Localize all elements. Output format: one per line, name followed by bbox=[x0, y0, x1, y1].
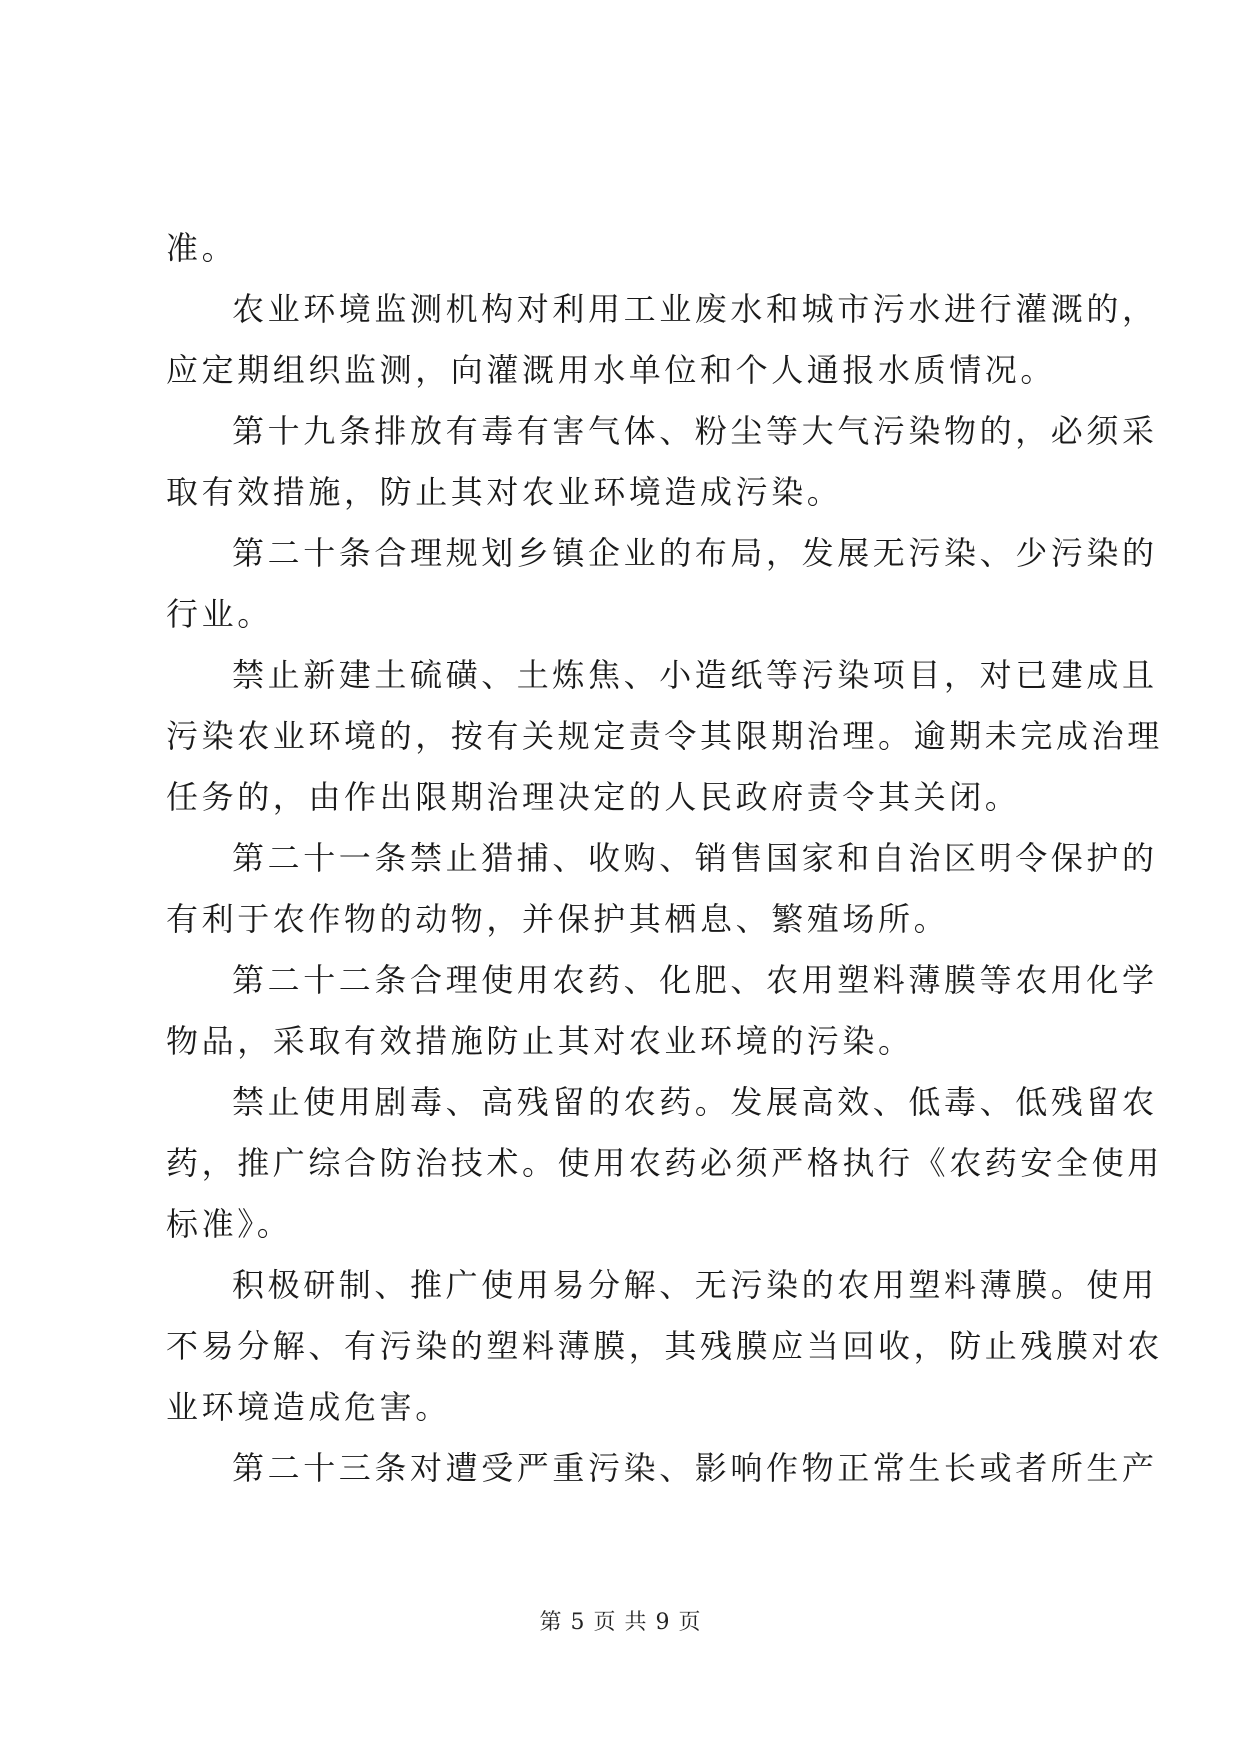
page-number-footer: 第 5 页 共 9 页 bbox=[539, 1610, 702, 1635]
text-line-14: 物品，采取有效措施防止其对农业环境的污染。 bbox=[166, 1022, 914, 1060]
text-line-20: 业环境造成危害。 bbox=[166, 1388, 451, 1426]
text-line-8: 禁止新建土硫磺、土炼焦、小造纸等污染项目，对已建成且 bbox=[232, 656, 1158, 694]
document-body bbox=[166, 228, 1163, 1509]
text-line-6: 第二十条合理规划乡镇企业的布局，发展无污染、少污染的 bbox=[232, 534, 1158, 572]
text-line-19: 不易分解、有污染的塑料薄膜，其残膜应当回收，防止残膜对农 bbox=[166, 1327, 1163, 1365]
text-line-9: 污染农业环境的，按有关规定责令其限期治理。逾期未完成治理 bbox=[166, 717, 1163, 755]
text-line-5: 取有效措施，防止其对农业环境造成污染。 bbox=[166, 473, 843, 511]
text-line-12: 有利于农作物的动物，并保护其栖息、繁殖场所。 bbox=[166, 900, 950, 938]
text-line-7: 行业。 bbox=[166, 595, 273, 633]
text-line-2: 农业环境监测机构对利用工业废水和城市污水进行灌溉的， bbox=[232, 290, 1158, 328]
text-line-16: 药，推广综合防治技术。使用农药必须严格执行《农药安全使用 bbox=[166, 1144, 1163, 1182]
text-line-15: 禁止使用剧毒、高残留的农药。发展高效、低毒、低残留农 bbox=[232, 1083, 1158, 1121]
text-line-10: 任务的，由作出限期治理决定的人民政府责令其关闭。 bbox=[166, 778, 1021, 816]
text-line-11: 第二十一条禁止猎捕、收购、销售国家和自治区明令保护的 bbox=[232, 839, 1158, 877]
text-line-21: 第二十三条对遭受严重污染、影响作物正常生长或者所生产 bbox=[232, 1449, 1158, 1487]
text-line-1: 准。 bbox=[166, 229, 238, 267]
text-line-17: 标准》。 bbox=[166, 1205, 293, 1243]
text-line-18: 积极研制、推广使用易分解、无污染的农用塑料薄膜。使用 bbox=[232, 1266, 1158, 1304]
text-line-13: 第二十二条合理使用农药、化肥、农用塑料薄膜等农用化学 bbox=[232, 961, 1158, 999]
text-line-4: 第十九条排放有毒有害气体、粉尘等大气污染物的，必须采 bbox=[232, 412, 1158, 450]
text-line-3: 应定期组织监测，向灌溉用水单位和个人通报水质情况。 bbox=[166, 351, 1057, 389]
